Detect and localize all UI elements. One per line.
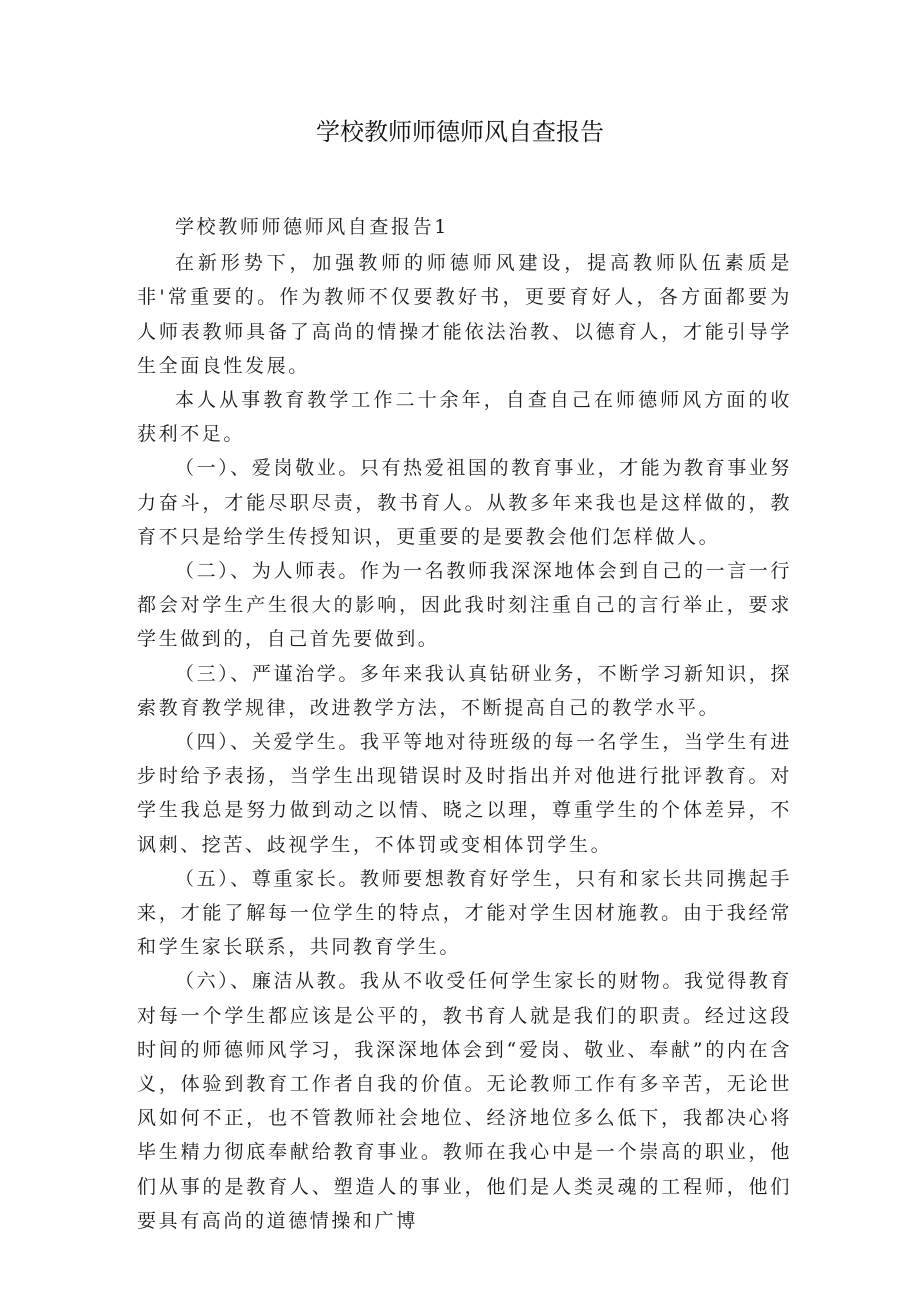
paragraph-intro: 在新形势下，加强教师的师德师风建设，提高教师队伍素质是非'常重要的。作为教师不仅要教好书，更要育好人，各方面都要为人师表教师具备了高尚的情操才能依法治教、以德育人，才能引导学生全面良性发展。	[137, 252, 792, 377]
paragraph-item-2: （二）、为人师表。作为一名教师我深深地体会到自己的一言一行都会对学生产生很大的影响，因此我时刻注重自己的言行举止，要求学生做到的，自己首先要做到。	[137, 560, 792, 651]
paragraph-item-3: （三）、严谨治学。多年来我认真钻研业务，不断学习新知识，探索教育教学规律，改进教学方法，不断提高自己的教学水平。	[137, 662, 792, 719]
paragraph-item-6: （六）、廉洁从教。我从不收受任何学生家长的财物。我觉得教育对每一个学生都应该是公平的，教书育人就是我们的职责。经过这段时间的师德师风学习，我深深地体会到“爱岗、敬业、奉献”的内在含义，体验到教育工作者自我的价值。无论教师工作有多辛苦，无论世风如何不正，也不管教师社会地位、经济地位多么低下，我都决心将毕生精力彻底奉献给教育事业。教师在我心中是一个崇高的职业，他们从事的是教育人、塑造人的事业，他们是人类灵魂的工程师，他们要具有高尚的道德情操和广博	[137, 970, 792, 1232]
paragraph-item-4: （四）、关爱学生。我平等地对待班级的每一名学生，当学生有进步时给予表扬，当学生出现错误时及时指出并对他进行批评教育。对学生我总是努力做到动之以情、晓之以理，尊重学生的个体差异，不讽刺、挖苦、歧视学生，不体罚或变相体罚学生。	[137, 731, 792, 856]
paragraph-item-1: （一）、爱岗敬业。只有热爱祖国的教育事业，才能为教育事业努力奋斗，才能尽职尽责，教书育人。从教多年来我也是这样做的，教育不只是给学生传授知识，更重要的是要教会他们怎样做人。	[137, 457, 792, 548]
document-title: 学校教师师德师风自查报告	[316, 118, 604, 146]
document-body	[137, 210, 792, 1238]
paragraph-item-5: （五）、尊重家长。教师要想教育好学生，只有和家长共同携起手来，才能了解每一位学生的特点，才能对学生因材施教。由于我经常和学生家长联系，共同教育学生。	[137, 867, 792, 959]
paragraph-self-check: 本人从事教育教学工作二十余年，自查自己在师德师风方面的收获利不足。	[137, 389, 792, 446]
section-subtitle: 学校教师师德师风自查报告1	[175, 216, 449, 238]
